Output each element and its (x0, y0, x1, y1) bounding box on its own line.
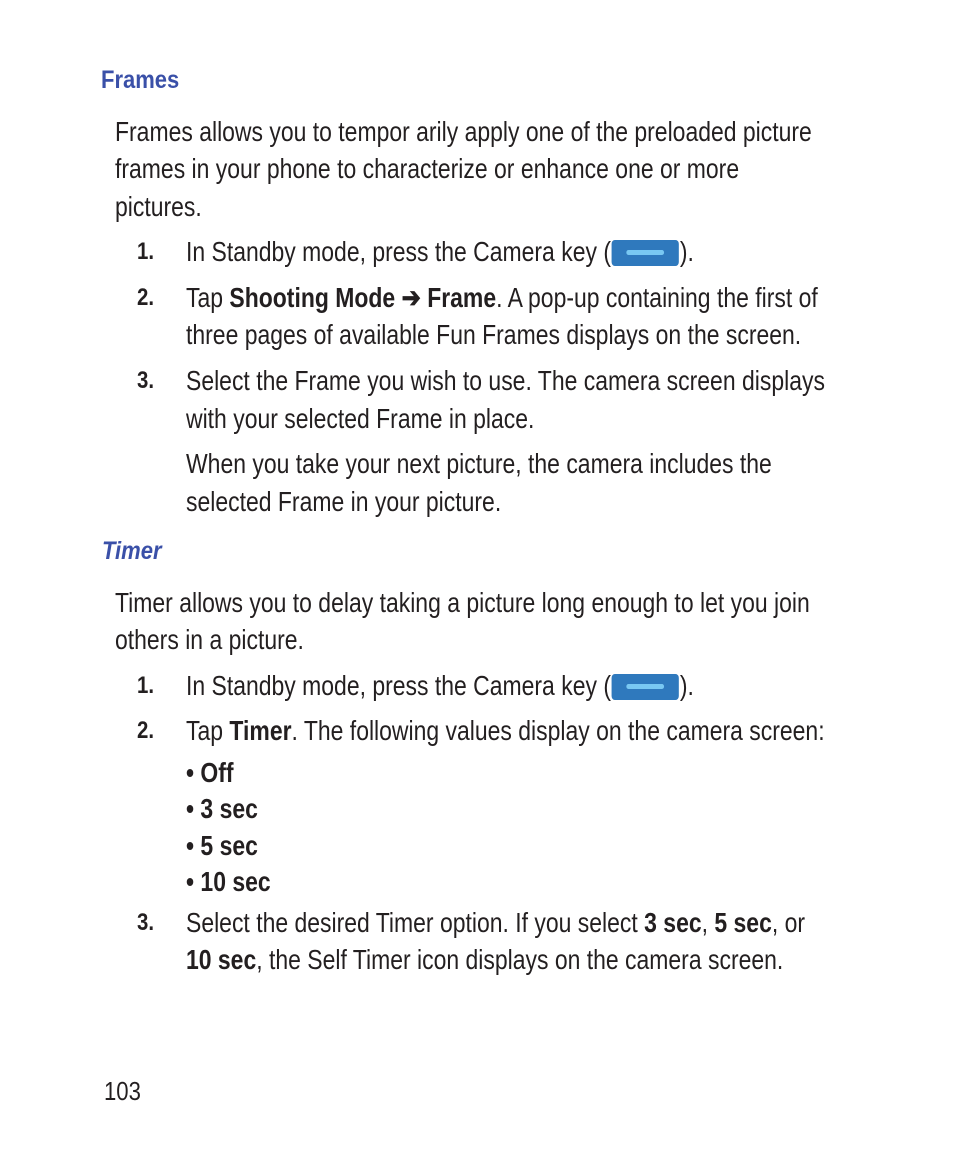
step-number: 1. (137, 238, 155, 265)
step-text-part: . The following values display on the camera screen: (291, 715, 825, 746)
step-text: with your selected Frame in place. (186, 403, 535, 434)
step-text-part: , the Self Timer icon displays on the camera screen. (256, 944, 784, 975)
bullet-icon: • (186, 866, 195, 897)
note-text: selected Frame in your picture. (186, 486, 502, 517)
step-text (186, 907, 805, 939)
step-text-part: ). (679, 236, 694, 267)
step-text-part: In Standby mode, press the Camera key ( (186, 236, 611, 267)
step-number: 3. (137, 909, 155, 936)
menu-path: Shooting Mode ➔ Frame (229, 282, 497, 313)
option-label: 3 sec (200, 793, 258, 824)
frames-heading: Frames (101, 66, 180, 94)
paragraph-line: pictures. (115, 191, 202, 222)
camera-key-icon (612, 240, 679, 266)
option-item (186, 793, 258, 825)
option-label: 10 sec (200, 866, 271, 897)
step-text: three pages of available Fun Frames displays on the screen. (186, 319, 802, 350)
step-text-part: Tap (186, 715, 230, 746)
step-text (186, 715, 825, 747)
bullet-icon: • (186, 757, 195, 788)
option-item (186, 757, 234, 789)
step-text: Select the Frame you wish to use. The camera screen displays (186, 365, 825, 396)
option-ref: 10 sec (186, 944, 257, 975)
step-number: 2. (137, 717, 155, 744)
paragraph-line: Frames allows you to tempor arily apply one of the preloaded picture (115, 116, 812, 147)
page-number: 103 (104, 1076, 141, 1106)
paragraph-line: others in a picture. (115, 624, 304, 655)
option-ref: 3 sec (644, 907, 702, 938)
bullet-icon: • (186, 830, 195, 861)
step-text-part: In Standby mode, press the Camera key ( (186, 670, 611, 701)
paragraph-line: frames in your phone to characterize or enhance one or more (115, 153, 740, 184)
option-ref: 5 sec (714, 907, 772, 938)
option-label: Off (200, 757, 234, 788)
bullet-icon: • (186, 793, 195, 824)
step-text (186, 670, 694, 702)
step-text (186, 236, 694, 268)
option-item (186, 866, 271, 898)
step-text (186, 282, 818, 314)
step-number: 3. (137, 367, 155, 394)
step-text (186, 944, 783, 976)
option-item (186, 830, 258, 862)
step-text-part: Tap (186, 282, 230, 313)
step-text-part: Select the desired Timer option. If you select (186, 907, 645, 938)
option-label: 5 sec (200, 830, 258, 861)
step-number: 2. (137, 284, 155, 311)
step-text-part: . A pop-up containing the first of (496, 282, 818, 313)
camera-key-icon (612, 674, 679, 700)
timer-heading: Timer (102, 537, 162, 565)
step-number: 1. (137, 672, 155, 699)
step-text-part: , or (771, 907, 806, 938)
note-text: When you take your next picture, the camera includes the (186, 448, 772, 479)
menu-path: Timer (229, 715, 292, 746)
paragraph-line: Timer allows you to delay taking a picture long enough to let you join (115, 587, 810, 618)
step-text-part: ). (679, 670, 694, 701)
step-text-part: , (701, 907, 715, 938)
